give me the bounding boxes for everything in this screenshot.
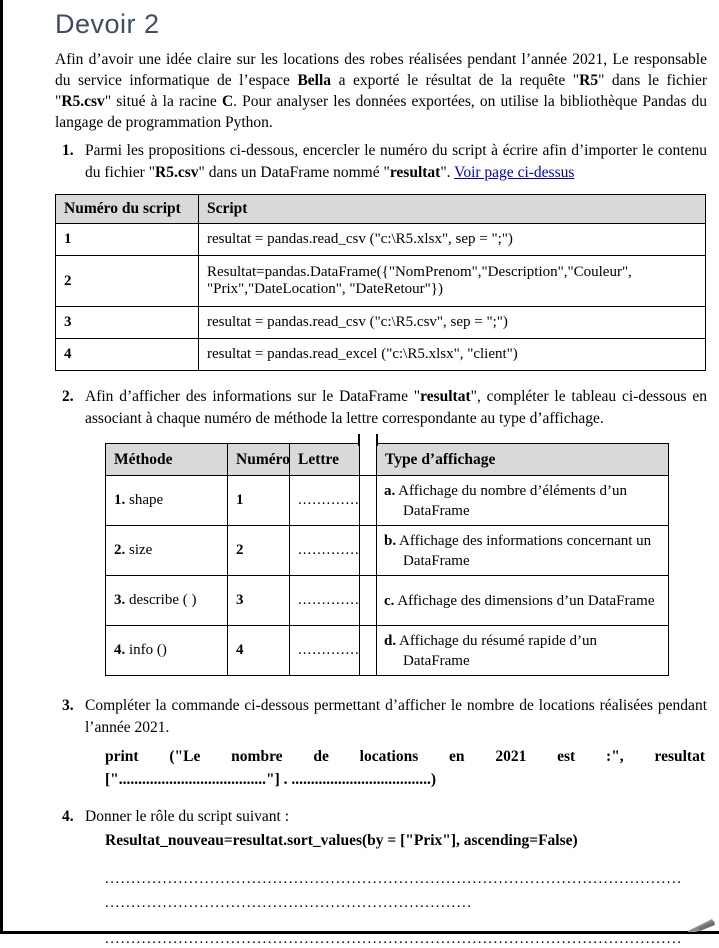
method-matching-table-wrapper: [105, 443, 668, 676]
spacer-column: [360, 526, 377, 576]
see-page-link[interactable]: Voir page ci-dessus: [454, 163, 575, 181]
numero-cell: 2: [228, 526, 290, 576]
method-matching-table: [105, 443, 669, 676]
bold-c-drive: C: [221, 93, 234, 110]
question-2-number: 2.: [62, 388, 74, 405]
answer-blank-line: ..............................................................................................................: [105, 870, 683, 887]
type-cell: c. Affichage des dimensions d’un DataFrame: [377, 576, 669, 626]
script-number: 2: [56, 256, 199, 307]
intro-paragraph: Afin d’avoir une idée claire sur les locations des robes réalisées pendant l’année 2021, Le responsable du service informatique de l’espace Bella a exporté le résultat de la requête "R5" dans le fichier "R5.csv" situé à la racine C. Pour analyser les données exportées, on utilise la bibliothèque Pandas du langage de programmation Python.: [55, 51, 708, 131]
script-number: 1: [56, 224, 199, 256]
question-3-number: 3.: [62, 697, 74, 714]
script-options-table: [55, 194, 706, 371]
column-header-type: Type d’affichage: [377, 444, 669, 476]
bold-r5: R5: [579, 72, 599, 89]
table-row: [56, 256, 706, 307]
table-row: [56, 339, 706, 371]
column-header-lettre: Lettre: [290, 444, 360, 476]
script-number: 3: [56, 307, 199, 339]
type-cell: a. Affichage du nombre d’éléments d’un DataFrame: [377, 476, 669, 526]
lettre-blank: .............: [290, 476, 360, 526]
script-code: resultat = pandas.read_csv ("c:\R5.csv", sep = ";"): [199, 307, 706, 339]
method-cell: 1. shape: [106, 476, 228, 526]
print-command-line2: ["......................................"] . ....................................): [105, 771, 437, 788]
table-row: [56, 307, 706, 339]
question-1: 1. Parmi les propositions ci-dessous, encercler le numéro du script à écrire afin d’importer le contenu du fichier "R5.csv" dans un DataFrame nommé "resultat". Voir page ci-dessus: [62, 142, 707, 181]
type-cell: b. Affichage des informations concernant un DataFrame: [377, 526, 669, 576]
bold-r5csv: R5.csv: [61, 93, 105, 110]
type-cell: d. Affichage du résumé rapide d’un DataFrame: [377, 626, 669, 676]
lettre-blank: .............: [290, 526, 360, 576]
left-edge-border: [0, 0, 3, 934]
page-corner-pen-mark-icon: [688, 918, 718, 932]
script-code: Resultat=pandas.DataFrame({"NomPrenom","Description","Couleur", "Prix","DateLocation", "DateRetour"}): [199, 256, 706, 307]
spacer-column: [360, 476, 377, 526]
table-row: [106, 476, 669, 526]
table-header-row: [56, 195, 706, 224]
column-header-numero: Numéro: [228, 444, 290, 476]
method-cell: 4. info (): [106, 626, 228, 676]
numero-cell: 3: [228, 576, 290, 626]
script-code: resultat = pandas.read_csv ("c:\R5.xlsx", sep = ";"): [199, 224, 706, 256]
script-code: resultat = pandas.read_excel ("c:\R5.xlsx", "client"): [199, 339, 706, 371]
table-row: [106, 526, 669, 576]
answer-blank-line: ......................................................................: [105, 894, 473, 911]
spacer-column: [360, 626, 377, 676]
table-header-row: [106, 444, 669, 476]
method-cell: 3. describe ( ): [106, 576, 228, 626]
lettre-blank: .............: [290, 626, 360, 676]
table-row: [106, 626, 669, 676]
page-title: Devoir 2: [55, 9, 160, 39]
lettre-blank: .............: [290, 576, 360, 626]
numero-cell: 1: [228, 476, 290, 526]
column-header-methode: Méthode: [106, 444, 228, 476]
question-2: 2. Afin d’afficher des informations sur le DataFrame "resultat", compléter le tableau ci-dessous en associant à chaque numéro de méthode la lettre correspondante au type d’affichage.: [62, 388, 707, 427]
numero-cell: 4: [228, 626, 290, 676]
column-header-numero: Numéro du script: [56, 195, 199, 224]
answer-blank-line: ..............................................................................................................: [105, 930, 683, 947]
bold-bella: Bella: [297, 72, 332, 89]
table-row: [106, 576, 669, 626]
intro-text: Afin d’avoir une idée claire sur les locations des robes réalisées pendant l’année 2021, Le responsable du service informatique de l’espace: [55, 51, 707, 89]
table-row: [56, 224, 706, 256]
print-command-line1: print ("Le nombre de locations en 2021 est :", resultat: [105, 748, 705, 765]
spacer-column: [360, 444, 377, 476]
column-header-script: Script: [199, 195, 706, 224]
spacer-column: [360, 576, 377, 626]
question-1-number: 1.: [62, 142, 74, 159]
question-4: 4. Donner le rôle du script suivant :: [55, 806, 707, 828]
print-command: [105, 745, 705, 791]
document-content: [55, 0, 707, 948]
method-cell: 2. size: [106, 526, 228, 576]
question-3: 3. Compléter la commande ci-dessous permettant d’afficher le nombre de locations réalisées pendant l’année 2021.: [62, 697, 707, 736]
sort-values-script: Resultat_nouveau=resultat.sort_values(by = ["Prix"], ascending=False): [105, 831, 578, 849]
question-4-number: 4.: [62, 808, 74, 825]
script-number: 4: [56, 339, 199, 371]
